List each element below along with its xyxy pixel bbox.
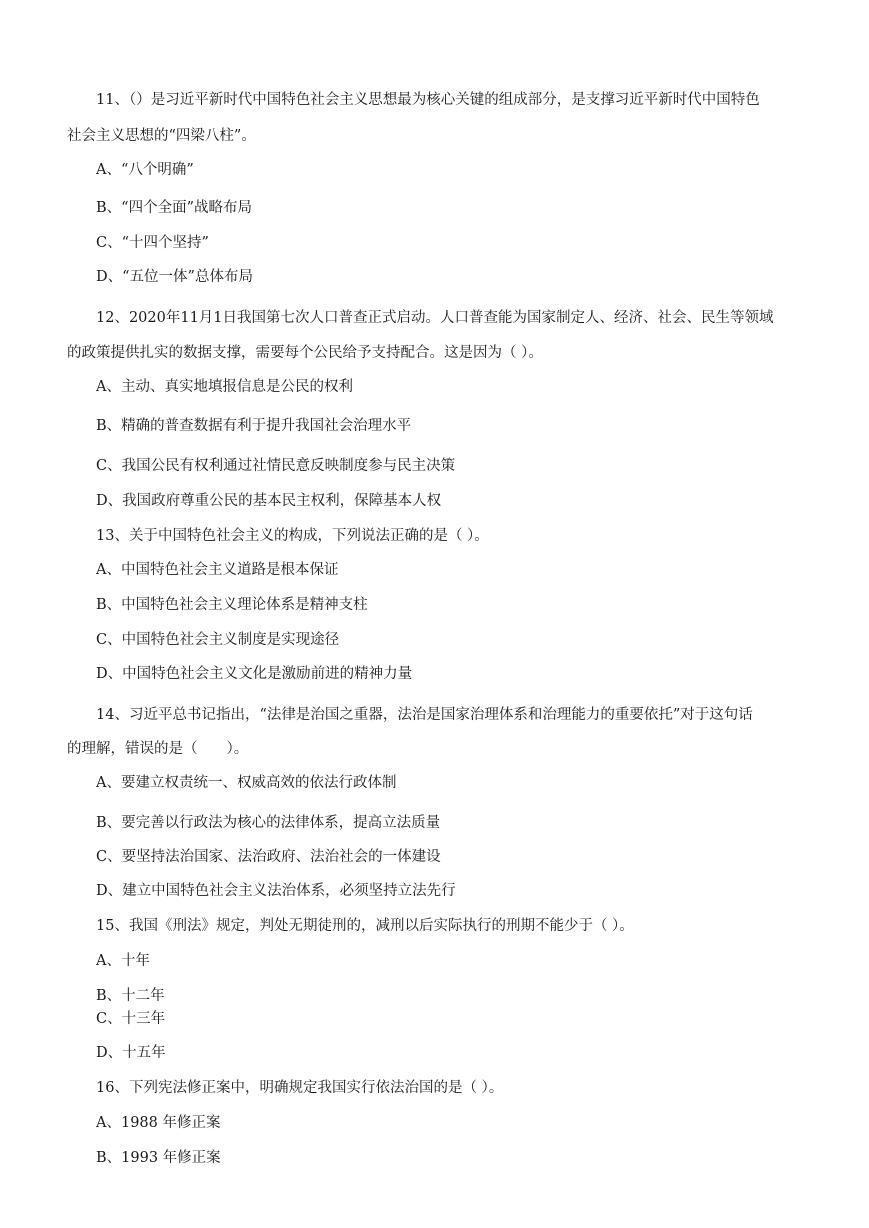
q16-stem: 16、下列宪法修正案中，明确规定我国实行依法治国的是（ ）。 bbox=[96, 1080, 504, 1096]
q15-stem: 15、我国《刑法》规定，判处无期徒刑的，减刑以后实际执行的刑期不能少于（ ）。 bbox=[96, 918, 634, 934]
q12-stem-line1: 12、2020年11月1日我国第七次人口普查正式启动。人口普查能为国家制定人、经济、社会、民生等领域 bbox=[96, 310, 774, 326]
q13-option-a: A、中国特色社会主义道路是根本保证 bbox=[96, 562, 339, 578]
q12-option-c: C、我国公民有权利通过社情民意反映制度参与民主决策 bbox=[96, 458, 456, 474]
q14-option-c: C、要坚持法治国家、法治政府、法治社会的一体建设 bbox=[96, 849, 441, 865]
q15-option-b: B、十二年 bbox=[96, 988, 165, 1004]
q11-option-b: B、“四个全面”战略布局 bbox=[96, 200, 252, 216]
q11-option-c: C、“十四个坚持” bbox=[96, 235, 209, 251]
q12-option-b: B、精确的普查数据有利于提升我国社会治理水平 bbox=[96, 418, 412, 434]
q13-option-c: C、中国特色社会主义制度是实现途径 bbox=[96, 632, 340, 648]
q12-stem-line2: 的政策提供扎实的数据支撑，需要每个公民给予支持配合。这是因为（ ）。 bbox=[67, 345, 543, 361]
q12-option-d: D、我国政府尊重公民的基本民主权利，保障基本人权 bbox=[96, 493, 442, 509]
q16-option-a: A、1988 年修正案 bbox=[96, 1115, 221, 1131]
q11-stem-line1: 11、（）是习近平新时代中国特色社会主义思想最为核心关键的组成部分，是支撑习近平新时代中国特色 bbox=[96, 92, 760, 108]
q13-option-d: D、中国特色社会主义文化是激励前进的精神力量 bbox=[96, 666, 413, 682]
q11-stem-line2: 社会主义思想的“四梁八柱”。 bbox=[67, 128, 256, 144]
q13-option-b: B、中国特色社会主义理论体系是精神支柱 bbox=[96, 597, 368, 613]
q13-stem: 13、关于中国特色社会主义的构成，下列说法正确的是（ ）。 bbox=[96, 528, 489, 544]
q14-stem-line1: 14、习近平总书记指出，“法律是治国之重器，法治是国家治理体系和治理能力的重要依托”对于这句话 bbox=[96, 707, 753, 723]
q16-option-b: B、1993 年修正案 bbox=[96, 1150, 221, 1166]
q14-option-d: D、建立中国特色社会主义法治体系，必须坚持立法先行 bbox=[96, 883, 456, 899]
q15-option-d: D、十五年 bbox=[96, 1045, 166, 1061]
q11-option-d: D、“五位一体”总体布局 bbox=[96, 269, 253, 285]
q14-option-b: B、要完善以行政法为核心的法律体系，提高立法质量 bbox=[96, 815, 441, 831]
q14-stem-line2: 的理解，错误的是（ ）。 bbox=[67, 741, 249, 757]
q15-option-c: C、十三年 bbox=[96, 1011, 166, 1027]
q14-option-a: A、要建立权责统一、权威高效的依法行政体制 bbox=[96, 775, 397, 791]
q11-option-a: A、“八个明确” bbox=[96, 162, 194, 178]
q12-option-a: A、主动、真实地填报信息是公民的权利 bbox=[96, 379, 353, 395]
q15-option-a: A、十年 bbox=[96, 953, 150, 969]
